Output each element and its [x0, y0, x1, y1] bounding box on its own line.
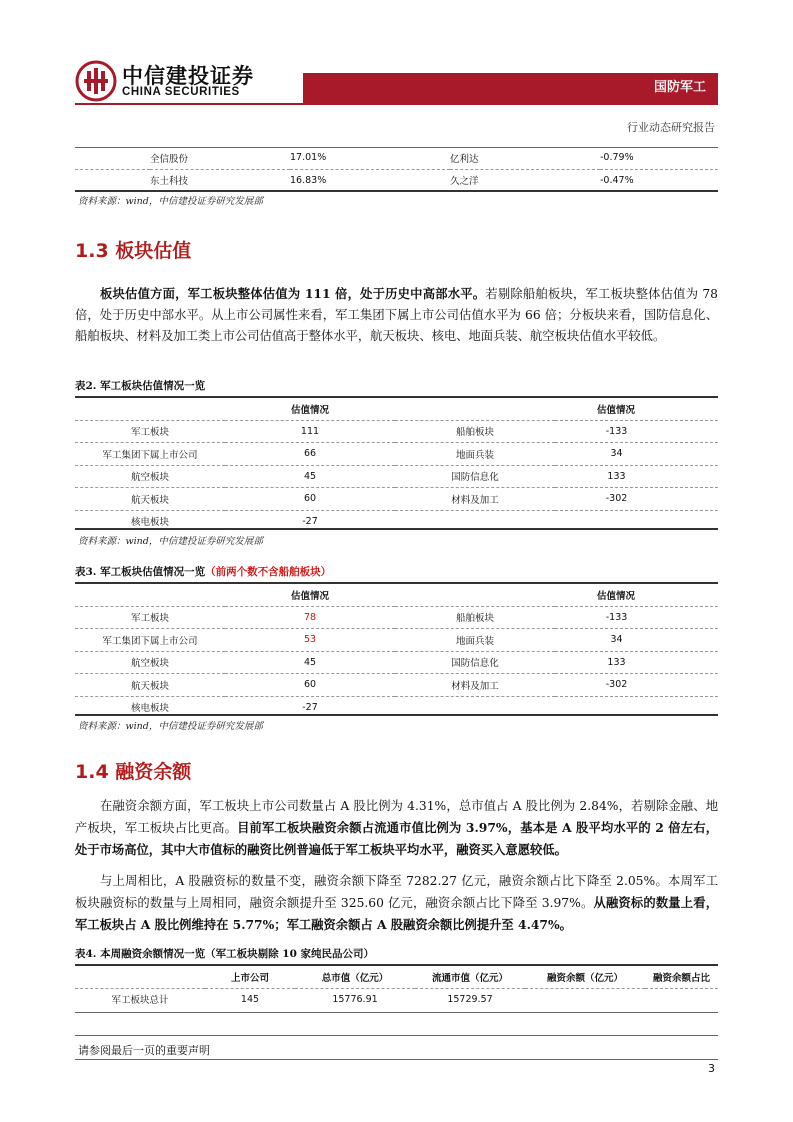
- sector-banner: [303, 73, 718, 103]
- source-note: 资料来源：wind，中信建投证券研究发展部: [78, 536, 263, 547]
- cell: 材料及加工: [395, 674, 555, 697]
- brand-logo-icon: [75, 60, 117, 102]
- valuation-table: [75, 398, 718, 532]
- cell: 船舶板块: [395, 420, 555, 443]
- cell: 34: [555, 443, 718, 466]
- cell: 15776.91: [332, 993, 378, 1005]
- column-header: 估值情况: [290, 590, 329, 602]
- source-note: 资料来源：wind，中信建投证券研究发展部: [78, 721, 263, 732]
- column-header: 融资余额占比: [652, 972, 710, 984]
- cell: 66: [225, 443, 395, 466]
- cell: -0.47%: [600, 174, 634, 186]
- paragraph: [75, 871, 718, 937]
- footer-rule: [75, 1035, 718, 1036]
- cell: 东土科技: [150, 176, 189, 188]
- section-heading: 1.4 融资余额: [75, 761, 192, 783]
- cell: 久之洋: [450, 176, 479, 188]
- brand-name-en: CHINA SECURITIES: [122, 86, 240, 98]
- page-number: 3: [708, 1062, 715, 1075]
- cell: 国防信息化: [395, 651, 555, 674]
- column-header: 流通市值（亿元）: [431, 972, 508, 984]
- table-header-row: [75, 966, 718, 988]
- cell: [525, 988, 645, 1010]
- cell: 111: [225, 420, 395, 443]
- cell: 军工集团下属上市公司: [75, 629, 225, 652]
- header-rule: [75, 103, 718, 105]
- table-caption-note: （前两个数不含船舶板块）: [205, 566, 332, 578]
- table-header-row: [75, 398, 718, 420]
- cell: 60: [225, 674, 395, 697]
- table-row: [75, 465, 718, 488]
- cell: 133: [555, 465, 718, 488]
- table-rule: [75, 528, 718, 530]
- cell: 15729.57: [447, 993, 493, 1005]
- table-caption: 表2. 军工板块估值情况一览: [75, 380, 206, 392]
- cell: 材料及加工: [395, 488, 555, 511]
- cell: 45: [225, 651, 395, 674]
- cell: -302: [555, 674, 718, 697]
- paragraph: [75, 796, 718, 862]
- table-caption: 表4. 本周融资余额情况一览（军工板块剔除 10 家纯民品公司）: [75, 948, 375, 960]
- cell-highlight: 53: [225, 629, 395, 652]
- cell: -27: [302, 515, 318, 527]
- cell: [645, 988, 718, 1010]
- column-header: 估值情况: [597, 404, 636, 416]
- footer-rule: [75, 1059, 718, 1060]
- cell: 军工板块总计: [111, 995, 169, 1007]
- margin-table: [75, 966, 718, 1010]
- paragraph-bold: 目前军工板块融资余额占流通市值比例为 3.97%，基本是 A 股平均水平的 2 倍左右，处于市场高位，其中大市值标的融资比例普遍低于军工板块平均水平，融资买入意愿较低。: [75, 820, 718, 858]
- cell: 军工板块: [75, 420, 225, 443]
- sector-label: 国防军工: [653, 80, 706, 95]
- table-row: [75, 606, 718, 629]
- section-heading: 1.3 板块估值: [75, 240, 192, 262]
- table-row: [75, 147, 718, 169]
- table-top-bottom-rule: [75, 190, 718, 192]
- cell: 国防信息化: [395, 465, 555, 488]
- cell: 17.01%: [290, 147, 450, 169]
- cell: 34: [555, 629, 718, 652]
- cell: 145: [240, 993, 260, 1005]
- table-row: [75, 443, 718, 466]
- cell: 航空板块: [75, 651, 225, 674]
- table-row: [75, 988, 718, 1010]
- cell: -27: [302, 701, 318, 713]
- cell: 地面兵装: [395, 629, 555, 652]
- table-row: [75, 629, 718, 652]
- cell: 航空板块: [75, 465, 225, 488]
- cell: 地面兵装: [395, 443, 555, 466]
- column-header: 估值情况: [290, 404, 329, 416]
- column-header: 总市值（亿元）: [321, 972, 389, 984]
- column-header: 上市公司: [230, 972, 269, 984]
- cell: 船舶板块: [395, 606, 555, 629]
- paragraph-text: 在融资余额方面，军工板块上市公司数量占 A 股比例为 4.31%，总市值占 A 股比例为 2.84%，若剔除金融、地产板块，军工板块占比更高。: [75, 799, 718, 836]
- column-header: 融资余额（亿元）: [546, 972, 623, 984]
- cell: -0.79%: [600, 147, 718, 169]
- source-note: 资料来源：wind，中信建投证券研究发展部: [78, 196, 263, 207]
- table-caption-main: 表3. 军工板块估值情况一览: [75, 566, 206, 578]
- paragraph-text: 与上周相比，A 股融资标的数量不变，融资余额下降至 7282.27 亿元，融资余额占比下降至 2.05%。本周军工板块融资标的数量与上周相同，融资余额提升至 325.60 亿元，融资余额占比下降至 3.97%。: [75, 874, 718, 911]
- cell: -302: [555, 488, 718, 511]
- cell: 全信股份: [150, 147, 290, 169]
- table-row: [75, 169, 718, 191]
- cell: -133: [555, 420, 718, 443]
- cell: 45: [225, 465, 395, 488]
- cell: 133: [555, 651, 718, 674]
- cell: 亿利达: [450, 147, 600, 169]
- paragraph-bold: 从融资标的数量上看，军工板块占 A 股比例维持在 5.77%；军工融资余额占 A 股融资余额比例提升至 4.47%。: [75, 895, 718, 933]
- table-row: [75, 420, 718, 443]
- brand-name-cn: 中信建投证券: [122, 64, 254, 88]
- table-header-row: [75, 584, 718, 606]
- table-caption: [75, 564, 331, 579]
- table-row: [75, 488, 718, 511]
- brand-logo: [75, 60, 117, 102]
- cell: 16.83%: [290, 174, 327, 186]
- column-header: 估值情况: [597, 590, 636, 602]
- table-rule: [75, 714, 718, 716]
- table-row: [75, 651, 718, 674]
- cell: 60: [225, 488, 395, 511]
- cell: -133: [555, 606, 718, 629]
- table-top: [75, 147, 718, 191]
- paragraph-bold: 板块估值方面，军工板块整体估值为 111 倍，处于历史中高部水平。: [100, 286, 486, 301]
- cell: 军工集团下属上市公司: [75, 443, 225, 466]
- valuation-table-adjusted: [75, 584, 718, 718]
- cell: 核电板块: [130, 517, 169, 529]
- table-row: [75, 674, 718, 697]
- cell-highlight: 78: [225, 606, 395, 629]
- footer-notice: 请参阅最后一页的重要声明: [78, 1044, 210, 1057]
- paragraph-text: 若剔除船舶板块，军工板块整体估值为 78 倍，处于历史中部水平。从上市公司属性来看，军工集团下属上市公司估值水平为 66 倍；分板块来看，国防信息化、船舶板块、材料及加工类上市公司估值高于整体水平，航天板块、核电、地面兵装、航空板块估值水平较低。: [75, 287, 718, 344]
- cell: 军工板块: [75, 606, 225, 629]
- paragraph: [75, 283, 718, 348]
- cell: 航天板块: [75, 674, 225, 697]
- report-type: 行业动态研究报告: [627, 121, 715, 134]
- cell: 航天板块: [75, 488, 225, 511]
- cell: 核电板块: [130, 703, 169, 715]
- table-rule: [75, 1012, 718, 1013]
